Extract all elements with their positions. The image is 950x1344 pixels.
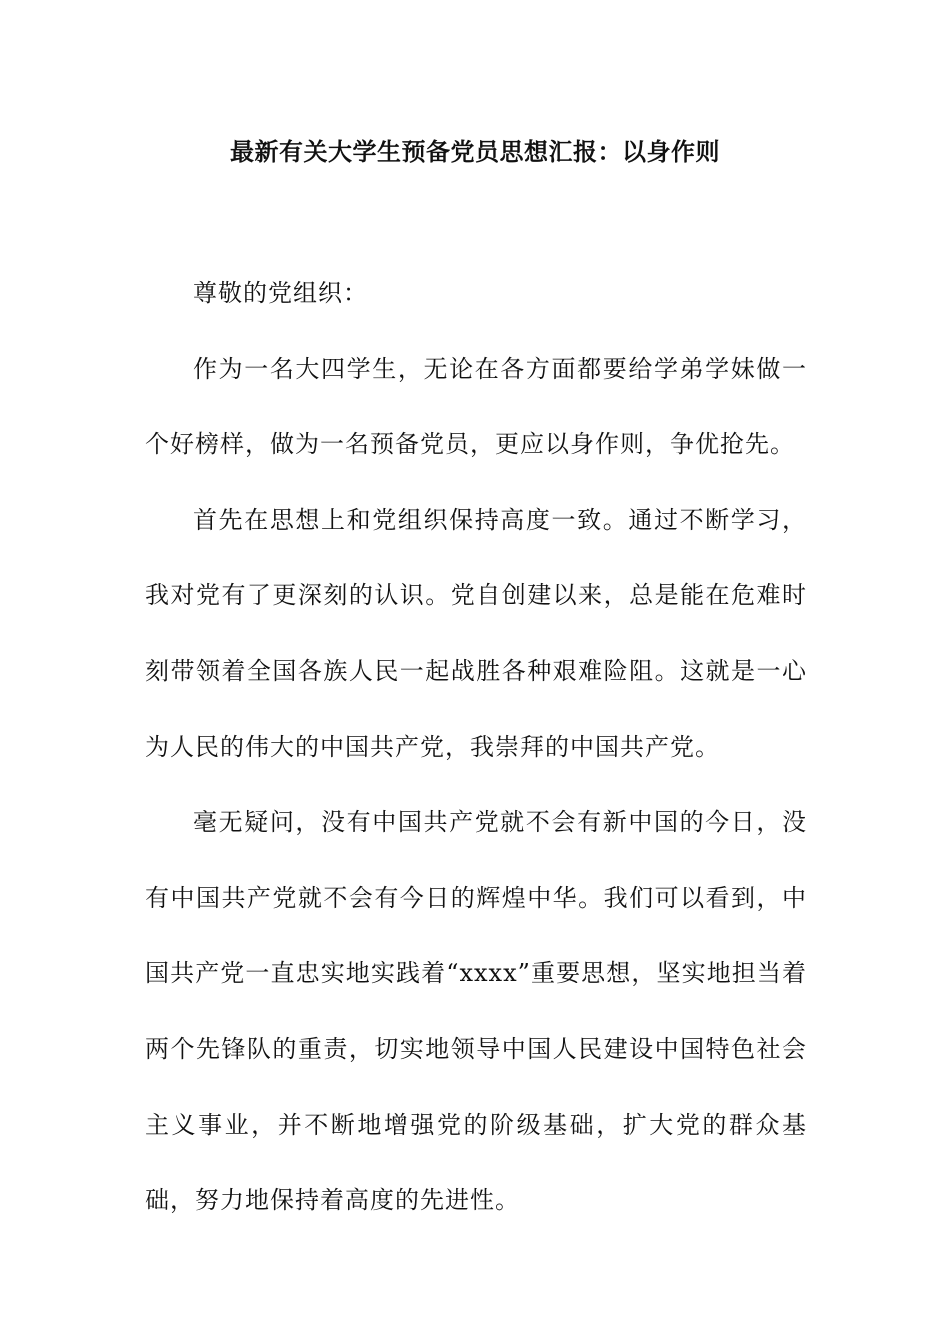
document-body <box>145 256 807 1239</box>
salutation: 尊敬的党组织： <box>193 279 368 307</box>
paragraph-3: 毫无疑问，没有中国共产党就不会有新中国的今日，没有中国共产党就不会有今日的辉煌中华。我们可以看到，中国共产党一直忠实地实践着“xxxx”重要思想，坚实地担当着两个先锋队的重责，切实地领导中国人民建设中国特色社会主义事业，并不断地增强党的阶级基础，扩大党的群众基础，努力地保持着高度的先进性。 <box>145 808 807 1215</box>
document-title: 最新有关大学生预备党员思想汇报：以身作则 <box>230 138 720 166</box>
paragraph-2: 首先在思想上和党组织保持高度一致。通过不断学习，我对党有了更深刻的认识。党自创建以来，总是能在危难时刻带领着全国各族人民一起战胜各种艰难险阻。这就是一心为人民的伟大的中国共产党，我崇拜的中国共产党。 <box>145 505 807 761</box>
paragraph-1: 作为一名大四学生，无论在各方面都要给学弟学妹做一个好榜样，做为一名预备党员，更应以身作则，争优抢先。 <box>145 354 807 459</box>
